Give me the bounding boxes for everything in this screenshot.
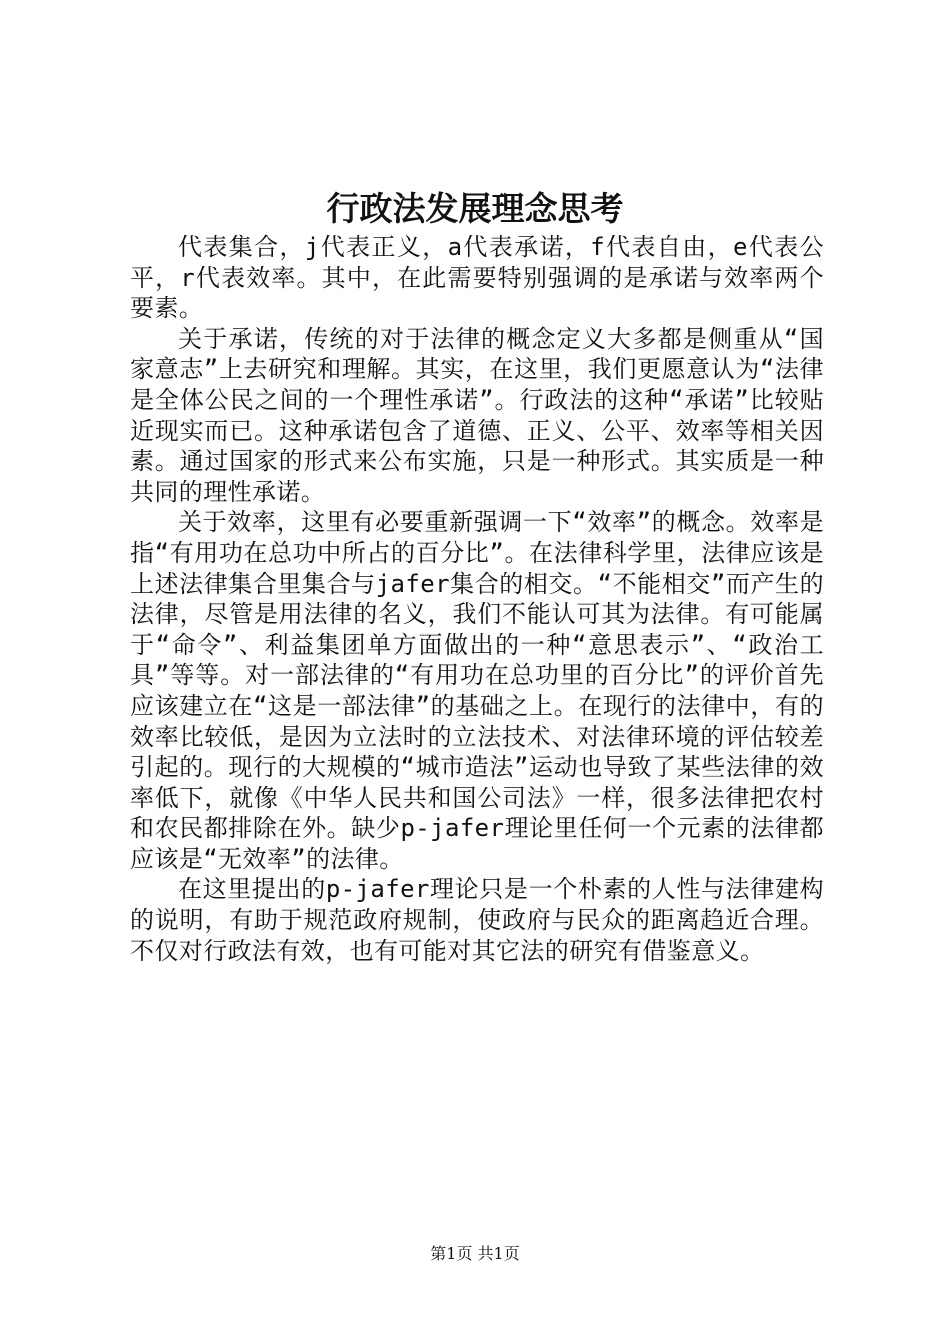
document-title: 行政法发展理念思考 bbox=[326, 189, 624, 228]
paragraph: 在这里提出的p-jafer理论只是一个朴素的人性与法律建构的说明，有助于规范政府规制，使政府与民众的距离趋近合理。不仅对行政法有效，也有可能对其它法的研究有借鉴意义。 bbox=[130, 875, 824, 965]
paragraph: 关于效率，这里有必要重新强调一下“效率”的概念。效率是指“有用功在总功中所占的百分比”。在法律科学里，法律应该是上述法律集合里集合与jafer集合的相交。“不能相交”而产生的法律，尽管是用法律的名义，我们不能认可其为法律。有可能属于“命令”、利益集团单方面做出的一种“意思表示”、“政治工具”等等。对一部法律的“有用功在总功里的百分比”的评价首先应该建立在“这是一部法律”的基础之上。在现行的法律中，有的效率比较低，是因为立法时的立法技术、对法律环境的评估较差引起的。现行的大规模的“城市造法”运动也导致了某些法律的效率低下，就像《中华人民共和国公司法》一样，很多法律把农村和农民都排除在外。缺少p-jafer理论里任何一个元素的法律都应该是“无效率”的法律。 bbox=[130, 508, 824, 873]
paragraph: 关于承诺，传统的对于法律的概念定义大多都是侧重从“国家意志”上去研究和理解。其实，在这里，我们更愿意认为“法律是全体公民之间的一个理性承诺”。行政法的这种“承诺”比较贴近现实而已。这种承诺包含了道德、正义、公平、效率等相关因素。通过国家的形式来公布实施，只是一种形式。其实质是一种共同的理性承诺。 bbox=[130, 324, 824, 506]
page-number-footer: 第1页 共1页 bbox=[430, 1244, 520, 1263]
paragraph: 代表集合，j代表正义，a代表承诺，f代表自由，e代表公平，r代表效率。其中，在此需要特别强调的是承诺与效率两个要素。 bbox=[130, 233, 824, 323]
document-body bbox=[130, 232, 824, 966]
